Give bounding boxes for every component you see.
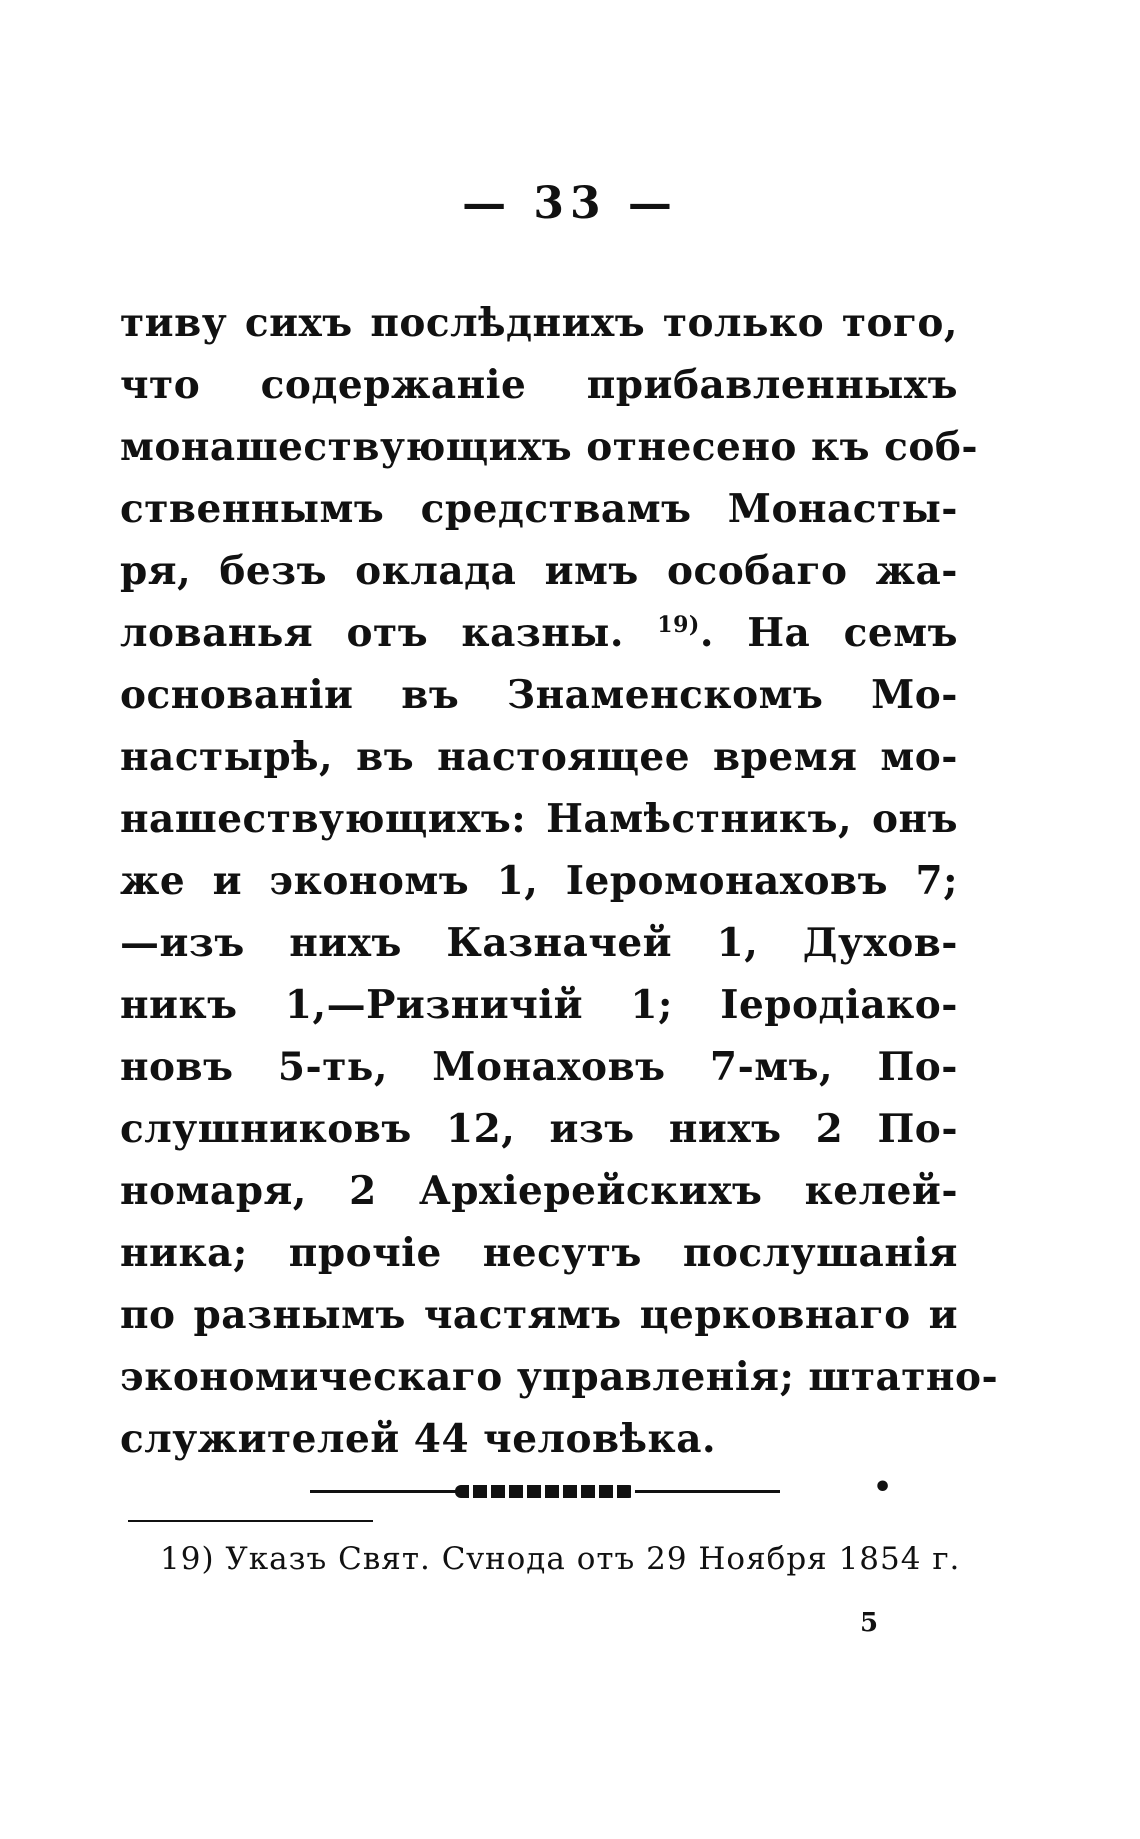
text-line: монашествующихъ отнесено къ соб-: [120, 424, 979, 470]
text-line-with-footnote-ref: [120, 602, 958, 664]
text-line: тиву сихъ послѣднихъ только того,: [120, 300, 958, 346]
signature-mark: 5: [860, 1608, 879, 1638]
body-text: [120, 292, 999, 1470]
text-line: ря, безъ оклада имъ особаго жа-: [120, 548, 958, 594]
separator-mark: •: [873, 1470, 893, 1505]
separator-ornament: [455, 1485, 635, 1498]
text-line: никъ 1,—Ризничій 1; Іеродіако-: [120, 982, 958, 1028]
text-line: ственнымъ средствамъ Монасты-: [120, 486, 958, 532]
text-line: нашествующихъ: Намѣстникъ, онъ: [120, 796, 958, 842]
text-line: номаря, 2 Архіерейскихъ келей-: [120, 1168, 958, 1214]
footnote-reference: 19): [657, 612, 700, 638]
text-line: ника; прочіе несутъ послушанія: [120, 1230, 958, 1276]
text-line: основаніи въ Знаменскомъ Мо-: [120, 672, 958, 718]
footnote-rule: [128, 1520, 373, 1522]
text-line: экономическаго управленія; штатно-: [120, 1354, 999, 1400]
text-line: по разнымъ частямъ церковнаго и: [120, 1292, 958, 1338]
text-line: же и экономъ 1, Іеромонаховъ 7;: [120, 858, 958, 904]
text-line: новъ 5-ть, Монаховъ 7-мъ, По-: [120, 1044, 958, 1090]
text-line: —изъ нихъ Казначей 1, Духов-: [120, 920, 958, 966]
text-line-segment: . На семъ: [699, 610, 958, 656]
text-line: настырѣ, въ настоящее время мо-: [120, 734, 958, 780]
text-line: что содержаніе прибавленныхъ: [120, 362, 958, 408]
text-line: служителей 44 человѣка.: [120, 1416, 717, 1462]
page-number: — 33 —: [462, 178, 678, 229]
footnote: 19) Указъ Свят. Сvнода отъ 29 Ноября 1854 г.: [160, 1541, 961, 1577]
text-line-segment: лованья отъ казны.: [120, 610, 624, 656]
text-line: слушниковъ 12, изъ нихъ 2 По-: [120, 1106, 958, 1152]
